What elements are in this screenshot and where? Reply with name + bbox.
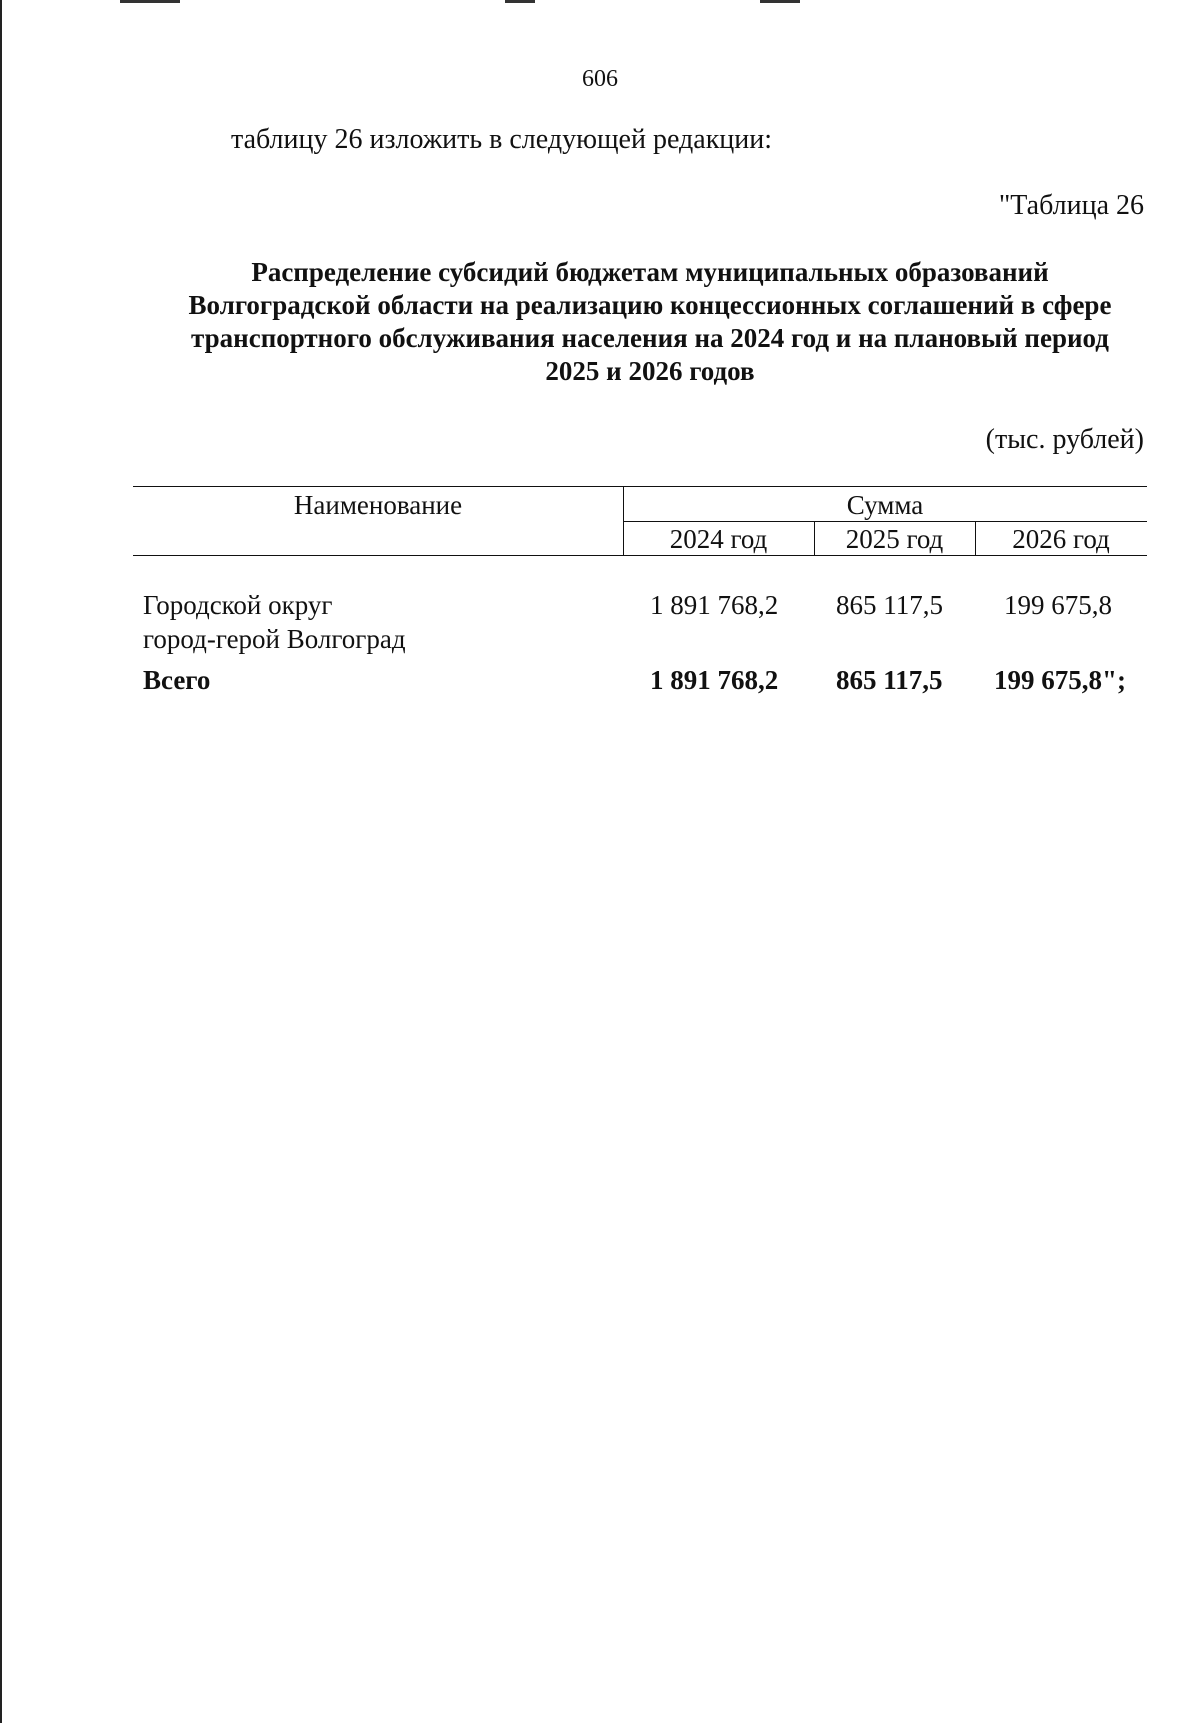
scan-edge — [0, 0, 2, 1723]
intro-text: таблицу 26 изложить в следующей редакции: — [231, 124, 773, 155]
header-year-2026: 2026 год — [1012, 524, 1110, 554]
table-top-border — [133, 486, 1147, 487]
header-year-2024: 2024 год — [669, 524, 768, 554]
total-value-2024: 1 891 768,2 — [650, 665, 779, 695]
page-number: 606 — [582, 66, 618, 92]
title-line: транспортного обслуживания населения на 2024 год и на плановый период — [191, 323, 1109, 353]
table-sum-divider — [623, 521, 1147, 522]
row-value-2024: 1 891 768,2 — [650, 590, 779, 620]
title-line: Распределение субсидий бюджетам муниципальных образований — [251, 257, 1049, 287]
scan-mark — [760, 0, 800, 3]
table-header-bottom-border — [133, 555, 1147, 556]
row-name-line: Городской округ — [143, 590, 333, 620]
title-line: Волгоградской области на реализацию концессионных соглашений в сфере — [188, 290, 1112, 320]
row-value-2026: 199 675,8 — [1004, 590, 1112, 620]
document-title — [150, 256, 1150, 388]
header-name: Наименование — [293, 490, 463, 520]
row-name-line: город-герой Волгоград — [143, 624, 406, 654]
units-label: (тыс. рублей) — [985, 424, 1144, 455]
scan-mark — [505, 0, 535, 3]
total-value-2026: 199 675,8"; — [994, 665, 1126, 695]
total-value-2025: 865 117,5 — [836, 665, 943, 695]
total-label: Всего — [143, 665, 211, 695]
scan-mark — [120, 0, 180, 3]
table-label: "Таблица 26 — [998, 190, 1144, 221]
header-year-2025: 2025 год — [845, 524, 944, 554]
title-line: 2025 и 2026 годов — [545, 356, 755, 386]
header-sum: Сумма — [846, 490, 924, 520]
row-value-2025: 865 117,5 — [836, 590, 943, 620]
